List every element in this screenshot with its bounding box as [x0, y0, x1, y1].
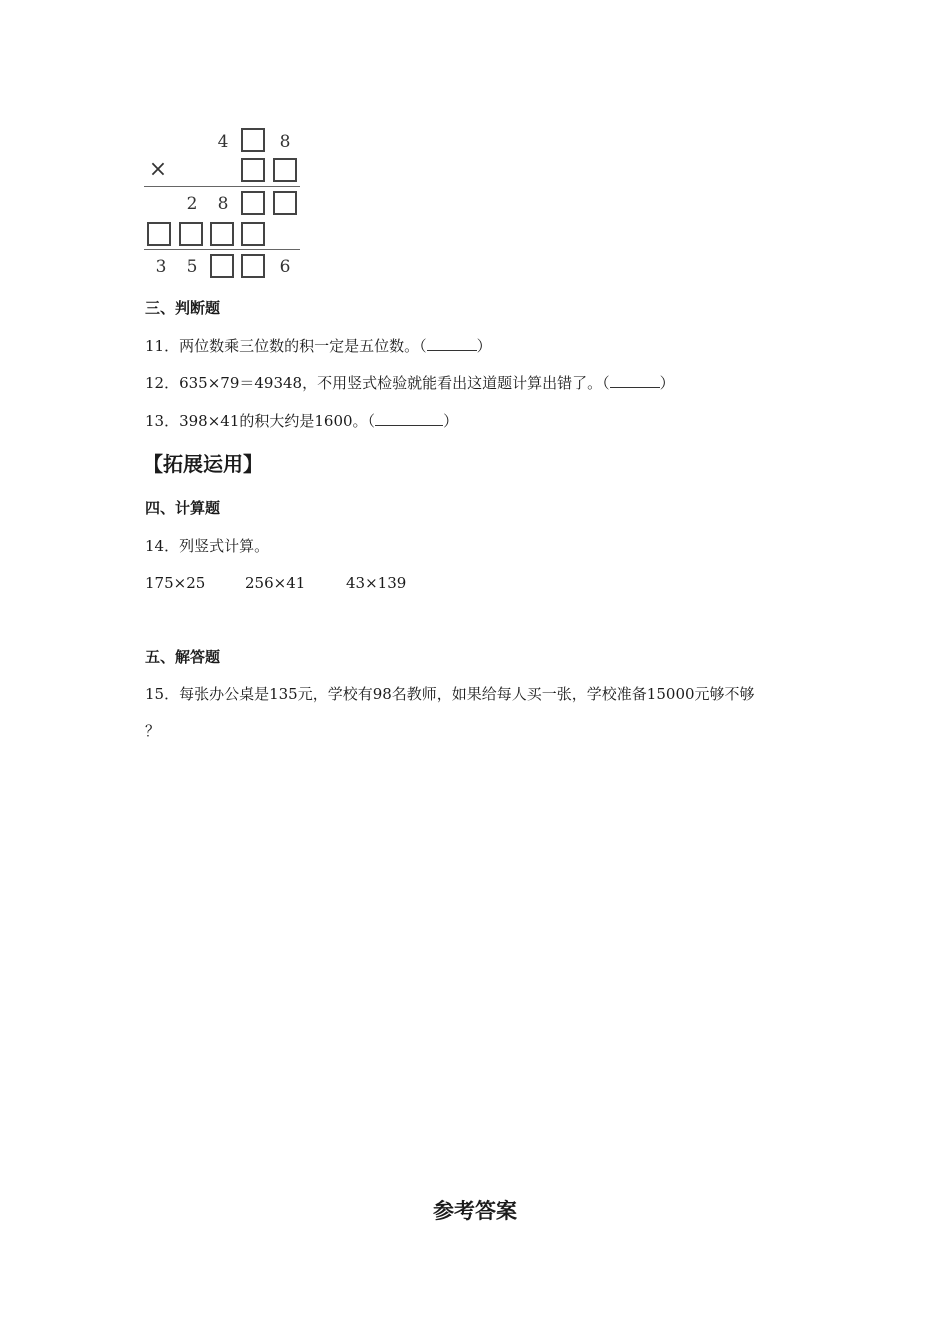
answer-box[interactable]	[241, 128, 265, 152]
answer-box[interactable]	[147, 222, 171, 246]
calc-problem: 175×25	[145, 574, 206, 592]
calc-problem: 43×139	[346, 574, 407, 592]
rule-line	[144, 249, 300, 250]
extension-heading: 【拓展运用】	[143, 452, 263, 476]
digit: 2	[186, 194, 198, 214]
answer-box[interactable]	[273, 158, 297, 182]
answer-box[interactable]	[273, 191, 297, 215]
question-text: 11．两位数乘三位数的积一定是五位数。（	[145, 337, 427, 355]
answer-blank[interactable]	[427, 336, 477, 351]
calc-problem: 256×41	[245, 574, 306, 592]
paren-close: ）	[443, 412, 459, 430]
digit: 4	[217, 132, 229, 152]
section-heading-judgment: 三、判断题	[145, 299, 221, 317]
answers-heading: 参考答案	[433, 1198, 517, 1223]
vertical-multiplication-figure	[140, 122, 310, 282]
question-15-line1: 15．每张办公桌是135元，学校有98名教师，如果给每人买一张，学校准备15000元够不够	[145, 685, 755, 703]
answer-box[interactable]	[241, 254, 265, 278]
digit: 6	[279, 257, 291, 277]
question-12	[145, 373, 675, 393]
section-heading-calculation: 四、计算题	[145, 499, 221, 517]
paren-close: ）	[476, 337, 492, 355]
answer-blank[interactable]	[375, 411, 443, 426]
section-heading-word-problem: 五、解答题	[145, 648, 221, 666]
digit: 3	[155, 257, 167, 277]
answer-blank[interactable]	[610, 373, 660, 388]
answer-box[interactable]	[241, 191, 265, 215]
question-text: 12．635×79＝49348，不用竖式检验就能看出这道题计算出错了。（	[145, 374, 610, 392]
question-11	[145, 336, 492, 356]
multiply-sign: ×	[148, 157, 168, 182]
answer-box[interactable]	[210, 254, 234, 278]
answer-box[interactable]	[241, 222, 265, 246]
question-13	[145, 411, 458, 431]
answer-box[interactable]	[210, 222, 234, 246]
digit: 5	[186, 257, 198, 277]
question-text: 13．398×41的积大约是1600。（	[145, 412, 376, 430]
answer-box[interactable]	[241, 158, 265, 182]
question-14: 14．列竖式计算。	[145, 537, 270, 555]
rule-line	[144, 186, 300, 187]
digit: 8	[279, 132, 291, 152]
paren-close: ）	[659, 374, 675, 392]
question-15-line2: ？	[145, 722, 161, 740]
digit: 8	[217, 194, 229, 214]
answer-box[interactable]	[179, 222, 203, 246]
